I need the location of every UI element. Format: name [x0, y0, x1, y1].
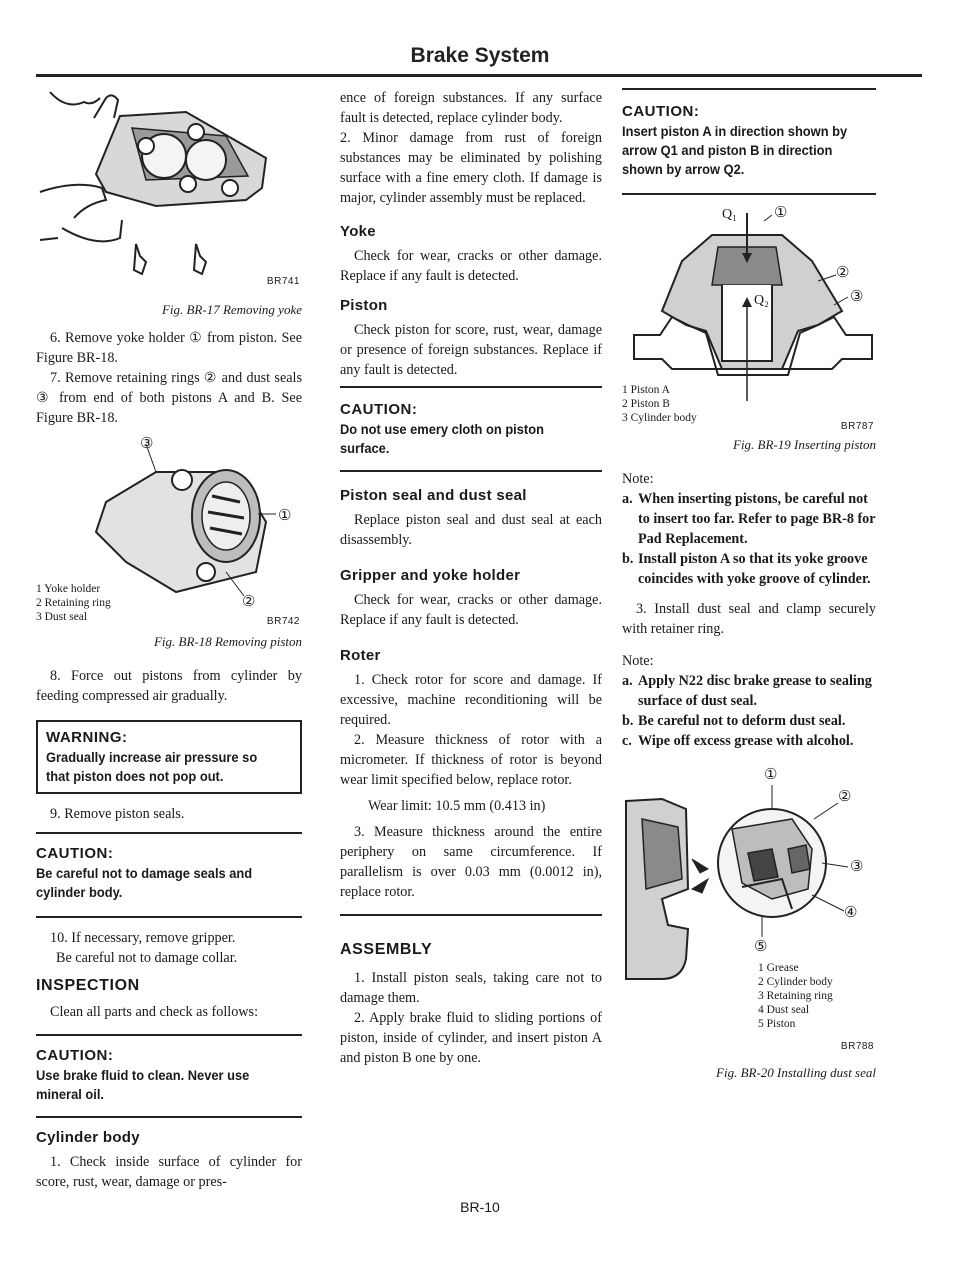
step-10: 10. If necessary, remove gripper. [50, 930, 236, 946]
warning-label: WARNING: [46, 729, 128, 746]
divider [622, 193, 876, 195]
callout-3: ③ [850, 859, 864, 875]
note-label: Note: [622, 471, 654, 487]
note-letter: a. [622, 491, 633, 507]
callout-2: ② [838, 789, 852, 805]
divider [36, 1116, 302, 1118]
step-7: 7. Remove retaining rings ② and dust seals ③ from end of both pistons A and B. See Figure BR-18. [36, 370, 302, 426]
callout-3: ③ [140, 436, 154, 452]
figure-legend [622, 383, 697, 425]
note-list [622, 489, 876, 589]
assembly-heading: ASSEMBLY [340, 941, 433, 958]
page-number: BR-10 [460, 1199, 500, 1215]
assembly-step-2: 2. Apply brake fluid to sliding portions of piston, inside of cylinder, and insert piston A and piston B one by one. [340, 1010, 602, 1066]
cylinder-body-cont: ence of foreign substances. If any surface fault is detected, replace cylinder body. [340, 90, 602, 126]
step-9: 9. Remove piston seals. [50, 806, 185, 822]
legend-item: 3 Retaining ring [758, 990, 833, 1002]
inspection-text: Clean all parts and check as follows: [50, 1004, 259, 1020]
callout-2: ② [836, 265, 850, 281]
caution-label: CAUTION: [36, 1047, 114, 1064]
note-text: Wipe off excess grease with alcohol. [638, 733, 854, 749]
roter-step-1: 1. Check rotor for score and damage. If excessive, machine reconditioning will be required. [340, 672, 602, 728]
wear-limit: Wear limit: 10.5 mm (0.413 in) [368, 798, 546, 814]
note-letter: b. [622, 551, 634, 567]
note-text: Be careful not to deform dust seal. [638, 713, 846, 729]
q2-label: Q₂ [754, 293, 769, 308]
figure-code: BR742 [266, 616, 300, 627]
legend-item: 3 Cylinder body [622, 412, 697, 424]
cylinder-item-2: 2. Minor damage from rust of foreign substances may be eliminated by polishing surface with a fine emery cloth. If damage is major, cylinder assembly must be replaced. [340, 130, 602, 206]
divider [36, 832, 302, 834]
legend-item: 1 Grease [758, 962, 799, 974]
legend-item: 3 Dust seal [36, 611, 88, 623]
note-item [622, 671, 876, 711]
divider [36, 916, 302, 918]
divider [340, 914, 602, 916]
page-title: Brake System [410, 44, 550, 67]
caution-text: Insert piston A in direction shown by arrow Q1 and piston B in direction shown by arrow Q2. [622, 123, 848, 177]
figure-code: BR741 [266, 276, 300, 287]
callout-4: ④ [844, 905, 858, 921]
warning-box [36, 720, 302, 794]
divider [36, 1034, 302, 1036]
figure-br20 [622, 767, 876, 1052]
legend-item: 4 Dust seal [758, 1004, 810, 1016]
cylinder-body-heading: Cylinder body [36, 1129, 140, 1146]
column-middle [340, 88, 602, 1068]
note-text: Apply N22 disc brake grease to sealing surface of dust seal. [638, 673, 872, 709]
callout-5: ⑤ [754, 939, 768, 955]
caution-label: CAUTION: [622, 103, 700, 120]
yoke-text: Check for wear, cracks or other damage. Replace if any fault is detected. [340, 248, 602, 284]
note-text: Install piston A so that its yoke groove coincides with yoke groove of cylinder. [638, 551, 871, 587]
caution-text: Do not use emery cloth on piston surface. [340, 421, 544, 456]
divider [340, 386, 602, 388]
note-item [622, 489, 876, 549]
roter-step-3: 3. Measure thickness around the entire periphery on same circumference. If parallelism is over 0.03 mm (0.0012 in), replace rotor. [340, 824, 602, 900]
inspection-heading: INSPECTION [36, 977, 140, 994]
step-10-note: Be careful not to damage collar. [56, 950, 238, 966]
caution-text: Be careful not to damage seals and cylinder body. [36, 865, 253, 900]
callout-1: ① [774, 205, 788, 221]
figure-br19 [622, 201, 876, 431]
caution-label: CAUTION: [340, 401, 418, 418]
note-label: Note: [622, 653, 654, 669]
callout-2: ② [242, 594, 256, 610]
column-left [36, 88, 302, 1192]
callout-3: ③ [850, 289, 864, 305]
note-text: When inserting pistons, be careful not to insert too far. Refer to page BR-8 for Pad Replacement. [638, 491, 876, 547]
gripper-heading: Gripper and yoke holder [340, 567, 521, 584]
legend-item: 1 Yoke holder [36, 583, 101, 595]
legend-item: 2 Cylinder body [758, 976, 833, 988]
figure-br18 [36, 432, 302, 628]
yoke-removal-illustration [36, 88, 302, 296]
note-list [622, 671, 876, 751]
yoke-heading: Yoke [340, 223, 376, 240]
note-item [622, 711, 876, 731]
caution-label: CAUTION: [36, 845, 114, 862]
figure-caption: Fig. BR-18 Removing piston [153, 634, 302, 649]
legend-item: 2 Piston B [622, 398, 670, 410]
caution-text: Use brake fluid to clean. Never use mineral oil. [36, 1067, 250, 1102]
step-6: 6. Remove yoke holder ① from piston. See Figure BR-18. [36, 330, 302, 366]
figure-caption: Fig. BR-19 Inserting piston [733, 437, 876, 452]
divider [622, 88, 876, 90]
warning-text: Gradually increase air pressure so that piston does not pop out. [46, 749, 258, 784]
header-rule [36, 74, 922, 77]
roter-heading: Roter [340, 647, 381, 664]
figure-br17 [36, 88, 302, 296]
figure-legend [758, 961, 833, 1031]
step-8: 8. Force out pistons from cylinder by feeding compressed air gradually. [36, 668, 302, 704]
note-item [622, 549, 876, 589]
piston-text: Check piston for score, rust, wear, damage or presence of foreign substances. Replace if any fault is detected. [340, 322, 602, 378]
figure-caption: Fig. BR-17 Removing yoke [161, 302, 302, 317]
q1-label: Q₁ [722, 207, 737, 222]
callout-1: ① [764, 767, 778, 783]
figure-code: BR787 [840, 421, 874, 432]
column-right [622, 88, 876, 1083]
cylinder-body-text: 1. Check inside surface of cylinder for score, rust, wear, damage or pres- [36, 1154, 302, 1190]
note-letter: b. [622, 713, 634, 729]
note-item [622, 731, 876, 751]
callout-1: ① [278, 508, 292, 524]
legend-item: 5 Piston [758, 1018, 796, 1030]
seal-text: Replace piston seal and dust seal at each disassembly. [340, 512, 602, 548]
step-3: 3. Install dust seal and clamp securely with retainer ring. [622, 601, 876, 637]
seal-heading: Piston seal and dust seal [340, 487, 527, 504]
note-letter: c. [622, 733, 632, 749]
piston-heading: Piston [340, 297, 388, 314]
assembly-step-1: 1. Install piston seals, taking care not to damage them. [340, 970, 602, 1006]
note-letter: a. [622, 673, 633, 689]
gripper-text: Check for wear, cracks or other damage. Replace if any fault is detected. [340, 592, 602, 628]
figure-caption: Fig. BR-20 Installing dust seal [716, 1065, 876, 1080]
divider [340, 470, 602, 472]
figure-legend [36, 582, 111, 624]
legend-item: 2 Retaining ring [36, 597, 111, 609]
legend-item: 1 Piston A [622, 384, 670, 396]
figure-code: BR788 [840, 1041, 874, 1052]
roter-step-2: 2. Measure thickness of rotor with a micrometer. If thickness of rotor is beyond wear limit specified below, replace rotor. [340, 732, 602, 788]
dust-seal-illustration [622, 779, 876, 1049]
